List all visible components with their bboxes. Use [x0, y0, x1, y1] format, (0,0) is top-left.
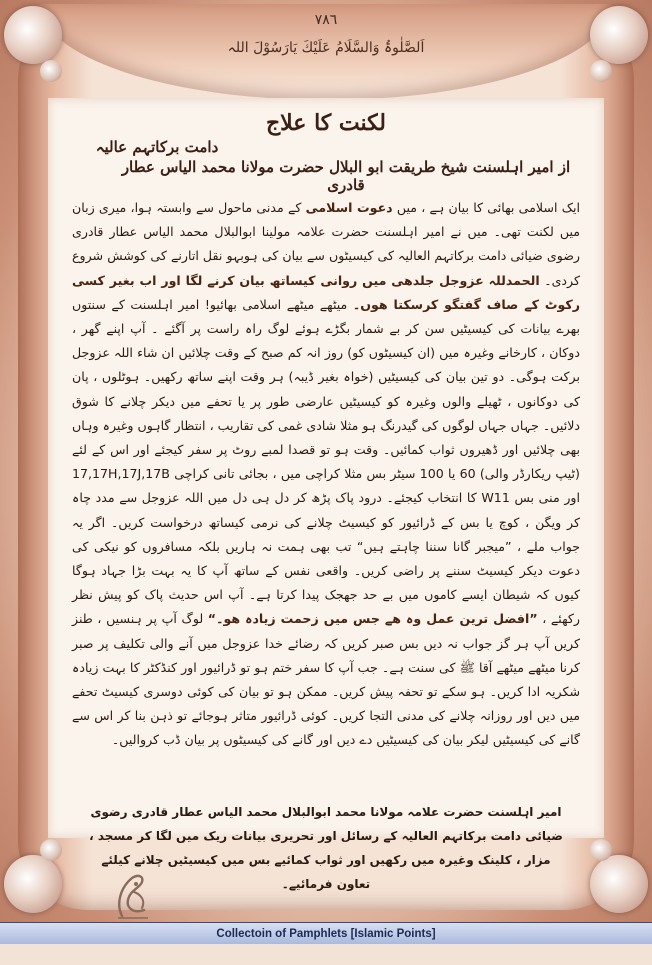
page-number: ۷۸٦: [314, 12, 338, 28]
body-text-segment: میٹھے میٹھے اسلامی بھائیو! امیر اہلسنت کے سنتوں بھرے بیانات کی کیسیٹیں سن کر بے شمار بگڑے ہوئے لوگ راہ راست پر آگئے ۔ آپ اپنے گھر ، دوکان ، کارخانے وغیرہ میں (ان کیسیٹوں کو) روز انہ کم صبح کے وقت چلائیں ان شاء اللہ عزوجل برکت ہوگی۔ دو تین بیان کی کیسیٹیں (خواہ بغیر ڈیبہ) ہر وقت اپنے ساتھ رکھیں۔ ہوٹلوں ، پان کی دوکانوں ، ٹھیلے والوں وغیرہ کو کیسیٹیں عارضی طور پر یا تحفے میں دیکر چلانے کا شوق دلائیں۔ جہاں جہاں لوگوں کی گیدرنگ ہو مثلا شادی غمی کی تقاریب ، انتظار گاہوں وغیرہ وہاں بھی چلائیں اور ڈھیروں ثواب کمائیں۔ وقت ہو تو قصدا لمبے روٹ پر سفر کیجئے اور اس کے لئے (ٹیپ ریکارڈر والی) 60 یا 100 سیٹر بس مثلا کراچی میں ، بجائی تانی کراچی 17,17H,17J,17B اور منی بس W11 کا انتخاب کیجئے۔ درود پاک پڑھ کر دل ہی دل میں اللہ عزوجل سے مدد چاہ کر ویگن ، کوچ یا بس کے ڈرائیور کو کیسیٹ چلانے کی نرمی کیساتھ درخواست کریں۔ اگر یہ جواب ملے ، ”میجبر گانا سننا چاہتے ہیں“ تب بھی ہمت نہ ہاریں بلکہ مسافروں کو نیکی کی دعوت دیکر کیسیٹ سننے پر راضی کریں۔ واقعی نفس کے ساتھ آپ کا یہ بہت بڑا جہاد ہوگا کیوں کہ شیطان ایسے کاموں میں بے حد جھجک پیدا کرتا ہے۔ آپ اس حدیث پاک کو پیش نظر رکھئے ،: [72, 296, 580, 627]
highlighted-testimony: الحمدللہ عزوجل جلدھی میں روانی کیساتھ بیان کرنے لگا اور اب بغیر کسی رکوٹ کے صاف گفتگو کرسکتا ھوں۔: [72, 272, 580, 312]
honorific: دامت برکاتہم عالیہ: [95, 138, 219, 156]
footer-label: Collectoin of Pamphlets [Islamic Points]: [216, 928, 436, 940]
frame-knob-icon: [590, 839, 612, 861]
calligraphy-logo-icon: [112, 870, 154, 922]
highlighted-hadith: ”افضل ترین عمل وہ ھے جس میں زحمت زیادہ ھو۔“: [207, 611, 538, 627]
corner-ornament-icon: [4, 855, 62, 913]
body-text-segment: کے مدنی ماحول سے وابستہ ہوا، میری زبان میں لکنت تھی۔ میں نے امیر اہلسنت حضرت علامہ مولینا ابوالبلال محمد الیاس عطار قادری رضوی ضیائی دامت برکاتہم العالیہ کی کیسیٹوں سے بیان کی ہوبہو نقل اتارنے کی کوشش شروع کردی۔: [72, 200, 580, 288]
salutation: اَلصَّلٰوۃُ وَالسَّلَامُ عَلَیْكَ یَارَسُوْلَ اللہ: [227, 40, 425, 56]
article-body: [72, 196, 580, 753]
highlighted-term: دعوت اسلامی: [305, 200, 393, 215]
article-title: لکنت کا علاج: [265, 110, 387, 136]
frame-knob-icon: [40, 60, 62, 82]
closing-note: امیر اہلسنت حضرت علامہ مولانا محمد ابوالبلال محمد الیاس عطار قادری رضوی ضیائی دامت برکاتہم العالیہ کے رسائل اور تحریری بیانات ریک میں لگا کر مسجد ، مزار ، کلینک وغیرہ میں رکھیں اور ثواب کمائیے بس میں کیسیٹیں چلانے کیلئے تعاون فرمائیے۔: [89, 805, 563, 891]
bottom-strip: [0, 944, 652, 965]
footer-band: [0, 922, 652, 946]
author-line: از امیر اہلسنت شیخ طریقت ابو البلال حضرت مولانا محمد الیاس عطار قادری: [121, 158, 571, 194]
corner-ornament-icon: [590, 855, 648, 913]
frame-knob-icon: [590, 60, 612, 82]
body-text-segment: لوگ آپ پر ہنسیں ، طنز کریں آپ ہر گز جواب نہ دیں بس صبر کریں کہ رضائے خدا عزوجل میں آنے والی تکلیف پر صبر کرنا میٹھے میٹھے آقا ﷺ کی سنت ہے۔ جب آپ کا سفر ختم ہو تو ڈرائیور اور کنڈکٹر کا بہت زیادہ شکریہ ادا کریں۔ ہو سکے تو تحفہ پیش کریں۔ ممکن ہو تو بیان کی کوئی دوسری کیسیٹ تحفے میں دیں اور روزانہ چلانے کی مدنی التجا کریں۔ کوئی ڈرائیور متاثر ہوجائے تو ذہن بنا کر اس سے گانے کی کیسیٹیں لیکر بیان کی کیسیٹیں دے دیں اور گانے کی کیسیٹوں پر بیان ڈب کروالیں۔: [72, 611, 580, 748]
body-text-segment: ایک اسلامی بھائی کا بیان ہے ، میں: [392, 200, 580, 215]
frame-knob-icon: [40, 839, 62, 861]
